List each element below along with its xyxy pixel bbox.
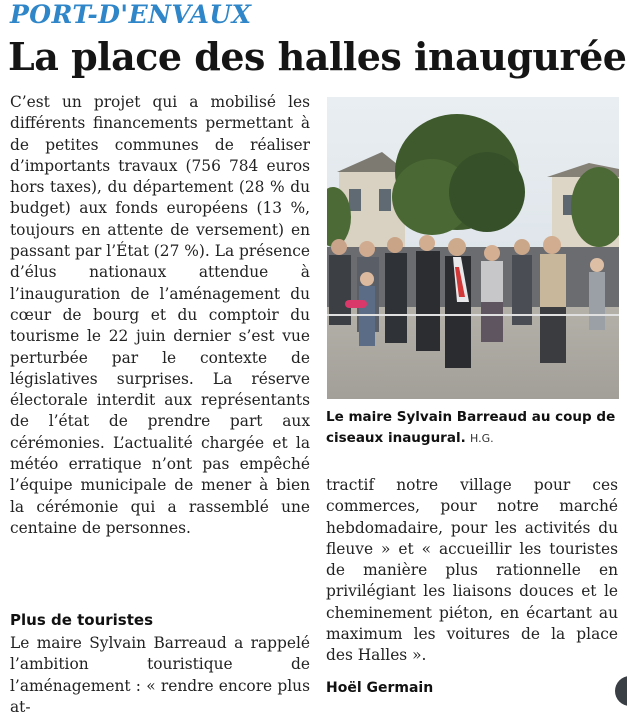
article-subhead: Plus de touristes (10, 611, 153, 629)
page-corner-button[interactable] (615, 676, 627, 706)
body-paragraph-2-start: Le maire Sylvain Barreaud a rappelé l’ambition touristique de l’aménagement : « rendre encore plus at- (10, 634, 310, 716)
body-paragraph-2-cont: tractif notre village pour ces commerces, pour notre marché hebdomadaire, pour les activités du fleuve » et « accueillir les touristes de manière plus rationnelle en privilégiant les liaisons douces et le cheminement piéton, en écartant au maximum les voitures de la place des Halles ». (326, 476, 618, 665)
article-headline: La place des halles inaugurée (8, 34, 627, 79)
article-photo (327, 97, 619, 399)
body-paragraph-1: C’est un projet qui a mobilisé les différents financements permettant à de petites communes de réaliser d’importants travaux (756 784 euros hors taxes), du département (28 % du budget) aux fonds européens (13 %, toujours en attente de versement) en passant par l’État (27 %). La présence d’élus nationaux attendue à l’inauguration de l’aménagement du cœur de bourg et du comptoir du tourisme le 22 juin dernier s’est vue perturbée par le contexte de législatives surprises. La réserve électorale interdit aux représentants de l’état de prendre part aux cérémonies. L’actualité chargée et la météo erratique n’ont pas empêché l’équipe municipale de mener à bien la cérémonie qui a rassemblé une centaine de personnes. (10, 93, 310, 537)
article-kicker: PORT-D'ENVAUX (10, 0, 252, 29)
article-signature: Hoël Germain (326, 680, 434, 696)
photo-caption (326, 407, 618, 449)
photo-caption-text: Le maire Sylvain Barreaud au coup de ciseaux inaugural. (326, 409, 616, 446)
article-column-left (10, 92, 310, 539)
ribbon-cutting-photo-icon (327, 97, 619, 399)
photo-credit: H.G. (470, 432, 494, 445)
